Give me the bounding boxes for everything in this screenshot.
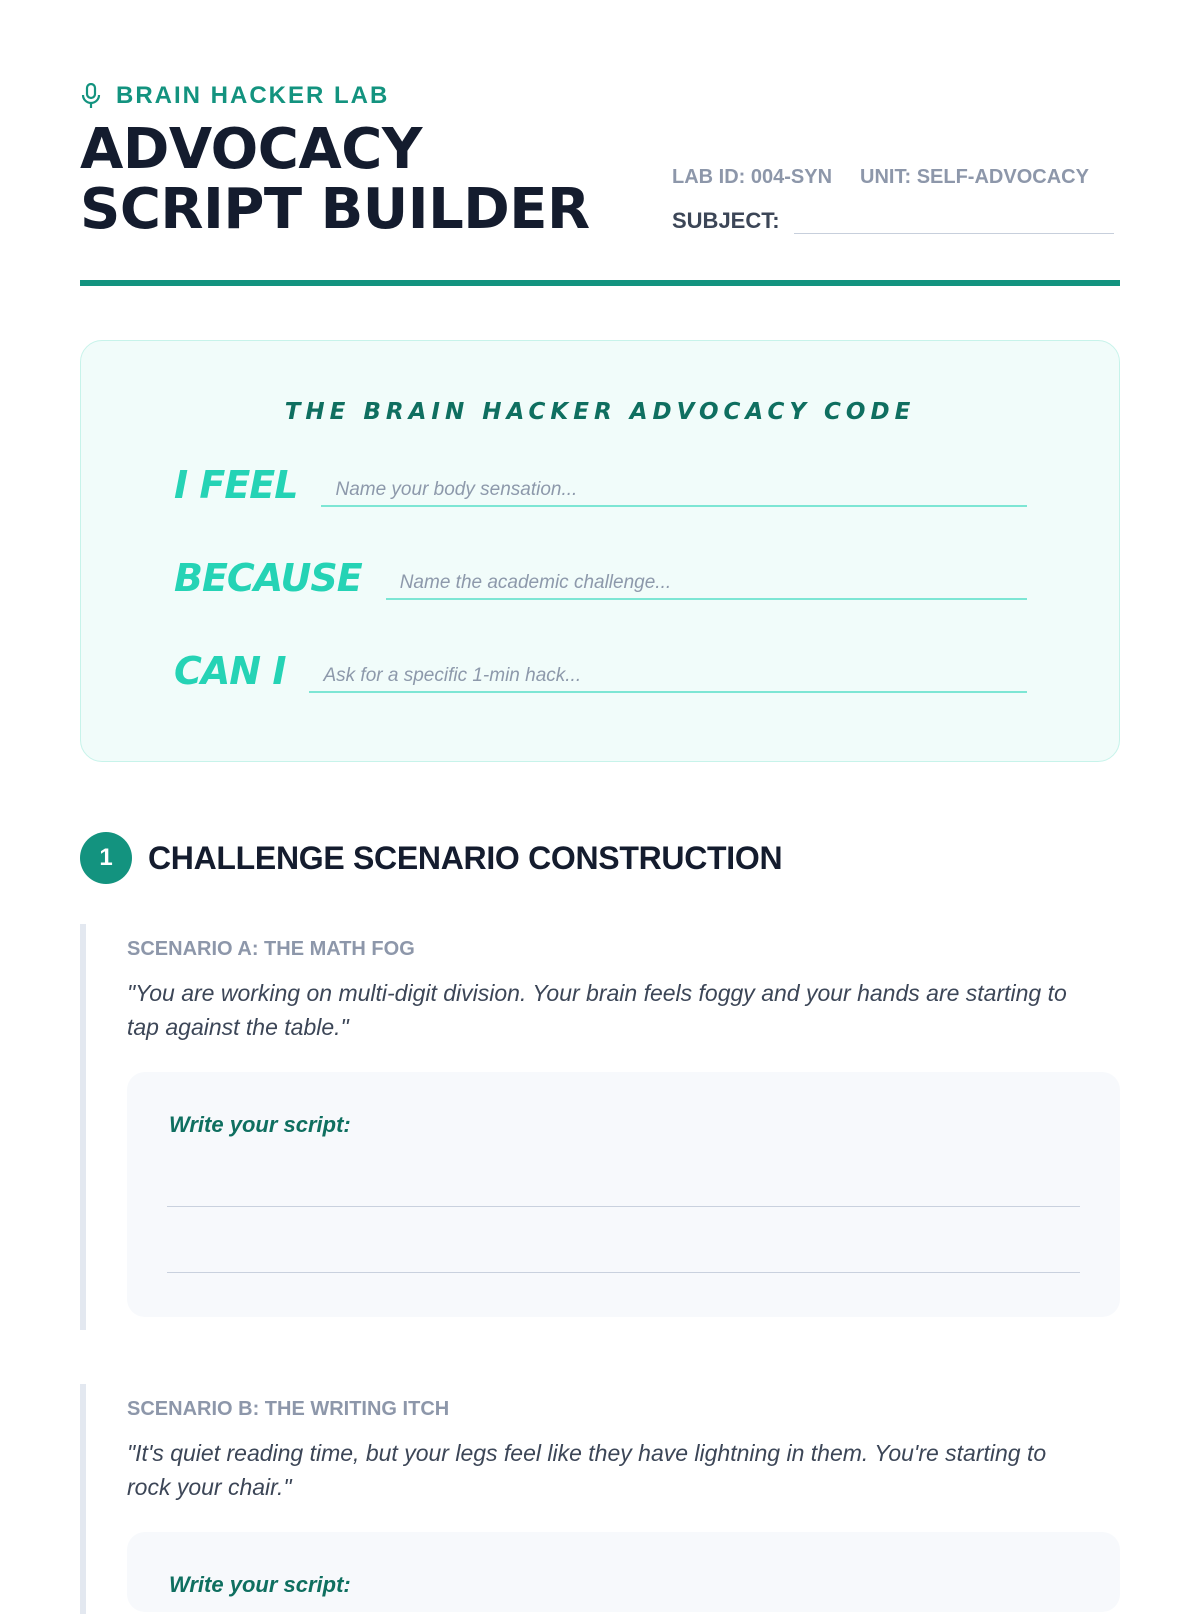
brand (80, 82, 389, 110)
code-row-because (174, 556, 1027, 600)
writing-line[interactable] (167, 1272, 1080, 1273)
i-feel-input[interactable]: Name your body sensation... (321, 479, 1027, 507)
title-line-2: SCRIPT BUILDER (80, 177, 590, 242)
code-keyword: CAN I (174, 649, 286, 693)
subject-input[interactable] (794, 211, 1114, 234)
code-keyword: BECAUSE (174, 556, 362, 600)
header-divider (80, 280, 1120, 286)
because-input[interactable]: Name the academic challenge... (386, 572, 1027, 600)
scenario-label: SCENARIO B: THE WRITING ITCH (127, 1398, 450, 1420)
writing-line[interactable] (167, 1206, 1080, 1207)
section-number-badge: 1 (80, 832, 132, 884)
title-line-1: ADVOCACY (80, 117, 422, 182)
script-label: Write your script: (169, 1572, 351, 1597)
meta-info (672, 166, 1089, 189)
code-row-can-i (174, 649, 1027, 693)
lab-id: LAB ID: 004-SYN (672, 166, 833, 188)
unit-label: UNIT: SELF-ADVOCACY (860, 166, 1089, 188)
scenario-text: "You are working on multi-digit division. Your brain feels foggy and your hands are starting to tap against the table." (127, 980, 1067, 1040)
brand-label: BRAIN HACKER LAB (116, 82, 390, 109)
code-keyword: I FEEL (174, 463, 298, 507)
script-label: Write your script: (169, 1112, 351, 1137)
scenario-b (80, 1384, 1126, 1614)
code-title: THE BRAIN HACKER ADVOCACY CODE (284, 399, 916, 425)
section-title: CHALLENGE SCENARIO CONSTRUCTION (148, 839, 783, 876)
script-box[interactable] (127, 1072, 1120, 1317)
section-1-header (80, 832, 782, 884)
microphone-icon (80, 83, 102, 109)
advocacy-code-card (80, 340, 1120, 762)
code-row-i-feel (174, 463, 1027, 507)
script-box[interactable] (127, 1532, 1120, 1612)
can-i-input[interactable]: Ask for a specific 1-min hack... (309, 665, 1027, 693)
page-title (80, 117, 590, 242)
scenario-text: "It's quiet reading time, but your legs feel like they have lightning in them. You're starting to rock your chair." (127, 1440, 1047, 1500)
subject-label: SUBJECT: (672, 208, 780, 233)
scenario-a (80, 924, 1126, 1330)
subject-field (672, 208, 1114, 234)
scenario-label: SCENARIO A: THE MATH FOG (127, 938, 415, 960)
